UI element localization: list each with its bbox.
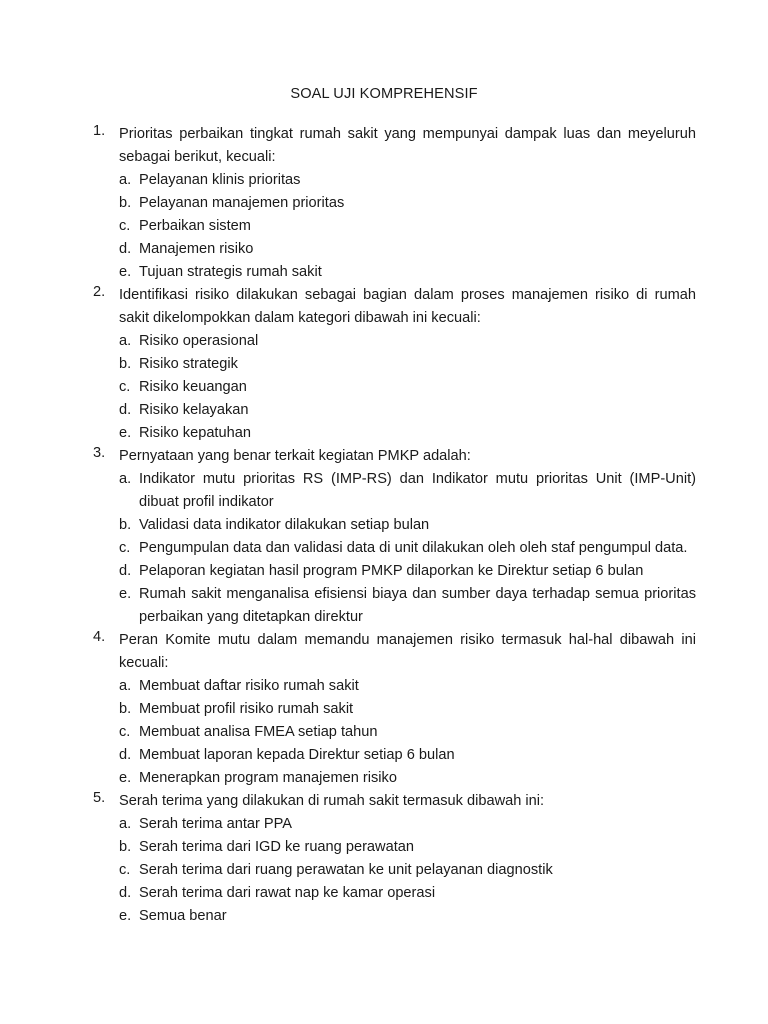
option-letter: e. bbox=[119, 425, 132, 441]
option-item bbox=[0, 560, 768, 583]
option-text: Pelayanan klinis prioritas bbox=[139, 172, 301, 188]
option-item bbox=[0, 399, 768, 422]
option-item bbox=[0, 422, 768, 445]
option-list bbox=[0, 169, 768, 284]
option-text: Pengumpulan data dan validasi data di unit dilakukan oleh oleh staf pengumpul data. bbox=[139, 540, 688, 556]
option-letter: d. bbox=[119, 747, 132, 763]
question-text: Serah terima yang dilakukan di rumah sakit termasuk dibawah ini: bbox=[119, 793, 545, 809]
option-letter: a. bbox=[119, 816, 132, 832]
option-letter: d. bbox=[119, 402, 132, 418]
option-text: Risiko strategik bbox=[139, 356, 238, 372]
option-item bbox=[0, 836, 768, 859]
option-text: Tujuan strategis rumah sakit bbox=[139, 264, 322, 280]
option-item bbox=[0, 813, 768, 836]
option-letter: e. bbox=[119, 770, 132, 786]
option-letter: d. bbox=[119, 563, 132, 579]
option-letter: c. bbox=[119, 218, 131, 234]
option-text: Membuat daftar risiko rumah sakit bbox=[139, 678, 359, 694]
option-text: Manajemen risiko bbox=[139, 241, 254, 257]
option-list bbox=[0, 468, 768, 629]
option-letter: a. bbox=[119, 678, 132, 694]
option-text: Indikator mutu prioritas RS (IMP-RS) dan Indikator mutu prioritas Unit (IMP-Unit) dibuat profil indikator bbox=[139, 471, 696, 510]
option-letter: a. bbox=[119, 333, 132, 349]
option-text: Membuat profil risiko rumah sakit bbox=[139, 701, 354, 717]
option-text: Semua benar bbox=[139, 908, 227, 924]
option-text: Serah terima dari IGD ke ruang perawatan bbox=[139, 839, 414, 855]
option-letter: b. bbox=[119, 701, 132, 717]
option-item bbox=[0, 583, 768, 629]
option-item bbox=[0, 215, 768, 238]
option-list bbox=[0, 813, 768, 928]
option-item bbox=[0, 698, 768, 721]
option-text: Membuat analisa FMEA setiap tahun bbox=[139, 724, 378, 740]
option-letter: e. bbox=[119, 908, 132, 924]
option-letter: b. bbox=[119, 839, 132, 855]
option-item bbox=[0, 169, 768, 192]
option-text: Risiko keuangan bbox=[139, 379, 247, 395]
question-number: 2. bbox=[93, 284, 106, 300]
option-list bbox=[0, 675, 768, 790]
option-text: Risiko kelayakan bbox=[139, 402, 249, 418]
question-text: Identifikasi risiko dilakukan sebagai bagian dalam proses manajemen risiko di rumah sakit dikelompokkan dalam kategori dibawah ini kecuali: bbox=[119, 287, 696, 326]
question-number: 4. bbox=[93, 629, 106, 645]
option-text: Serah terima dari ruang perawatan ke unit pelayanan diagnostik bbox=[139, 862, 553, 878]
option-item bbox=[0, 353, 768, 376]
option-item bbox=[0, 192, 768, 215]
question-list bbox=[0, 123, 768, 928]
option-item bbox=[0, 905, 768, 928]
question-text: Prioritas perbaikan tingkat rumah sakit yang mempunyai dampak luas dan meyeluruh sebagai berikut, kecuali: bbox=[119, 126, 696, 165]
option-text: Risiko kepatuhan bbox=[139, 425, 251, 441]
option-letter: a. bbox=[119, 471, 132, 487]
option-item bbox=[0, 261, 768, 284]
option-item bbox=[0, 882, 768, 905]
option-text: Menerapkan program manajemen risiko bbox=[139, 770, 397, 786]
option-item bbox=[0, 330, 768, 353]
option-text: Pelaporan kegiatan hasil program PMKP dilaporkan ke Direktur setiap 6 bulan bbox=[139, 563, 644, 579]
option-letter: b. bbox=[119, 195, 132, 211]
option-text: Serah terima antar PPA bbox=[139, 816, 293, 832]
question-number: 3. bbox=[93, 445, 106, 461]
question-number: 5. bbox=[93, 790, 106, 806]
option-letter: d. bbox=[119, 885, 132, 901]
option-letter: c. bbox=[119, 862, 131, 878]
option-text: Perbaikan sistem bbox=[139, 218, 251, 234]
question-text: Pernyataan yang benar terkait kegiatan PMKP adalah: bbox=[119, 448, 471, 464]
option-letter: e. bbox=[119, 586, 132, 602]
option-letter: a. bbox=[119, 172, 132, 188]
option-letter: b. bbox=[119, 517, 132, 533]
question-3 bbox=[0, 445, 768, 629]
option-item bbox=[0, 238, 768, 261]
option-text: Membuat laporan kepada Direktur setiap 6 bulan bbox=[139, 747, 455, 763]
option-list bbox=[0, 330, 768, 445]
option-letter: c. bbox=[119, 540, 131, 556]
option-letter: e. bbox=[119, 264, 132, 280]
option-item bbox=[0, 468, 768, 514]
option-text: Risiko operasional bbox=[139, 333, 259, 349]
option-item bbox=[0, 859, 768, 882]
option-text: Pelayanan manajemen prioritas bbox=[139, 195, 345, 211]
option-letter: d. bbox=[119, 241, 132, 257]
option-text: Rumah sakit menganalisa efisiensi biaya dan sumber daya terhadap semua prioritas perbaikan yang ditetapkan direktur bbox=[139, 586, 696, 625]
option-text: Serah terima dari rawat nap ke kamar operasi bbox=[139, 885, 436, 901]
option-item bbox=[0, 537, 768, 560]
question-1 bbox=[0, 123, 768, 284]
option-item bbox=[0, 675, 768, 698]
option-letter: c. bbox=[119, 724, 131, 740]
option-text: Validasi data indikator dilakukan setiap bulan bbox=[139, 517, 430, 533]
option-letter: c. bbox=[119, 379, 131, 395]
question-5 bbox=[0, 790, 768, 928]
option-item bbox=[0, 767, 768, 790]
question-number: 1. bbox=[93, 123, 106, 139]
option-item bbox=[0, 376, 768, 399]
option-letter: b. bbox=[119, 356, 132, 372]
question-4 bbox=[0, 629, 768, 790]
option-item bbox=[0, 721, 768, 744]
question-text: Peran Komite mutu dalam memandu manajemen risiko termasuk hal-hal dibawah ini kecuali: bbox=[119, 632, 696, 671]
option-item bbox=[0, 744, 768, 767]
page-title: SOAL UJI KOMPREHENSIF bbox=[290, 86, 478, 102]
option-item bbox=[0, 514, 768, 537]
question-2 bbox=[0, 284, 768, 445]
